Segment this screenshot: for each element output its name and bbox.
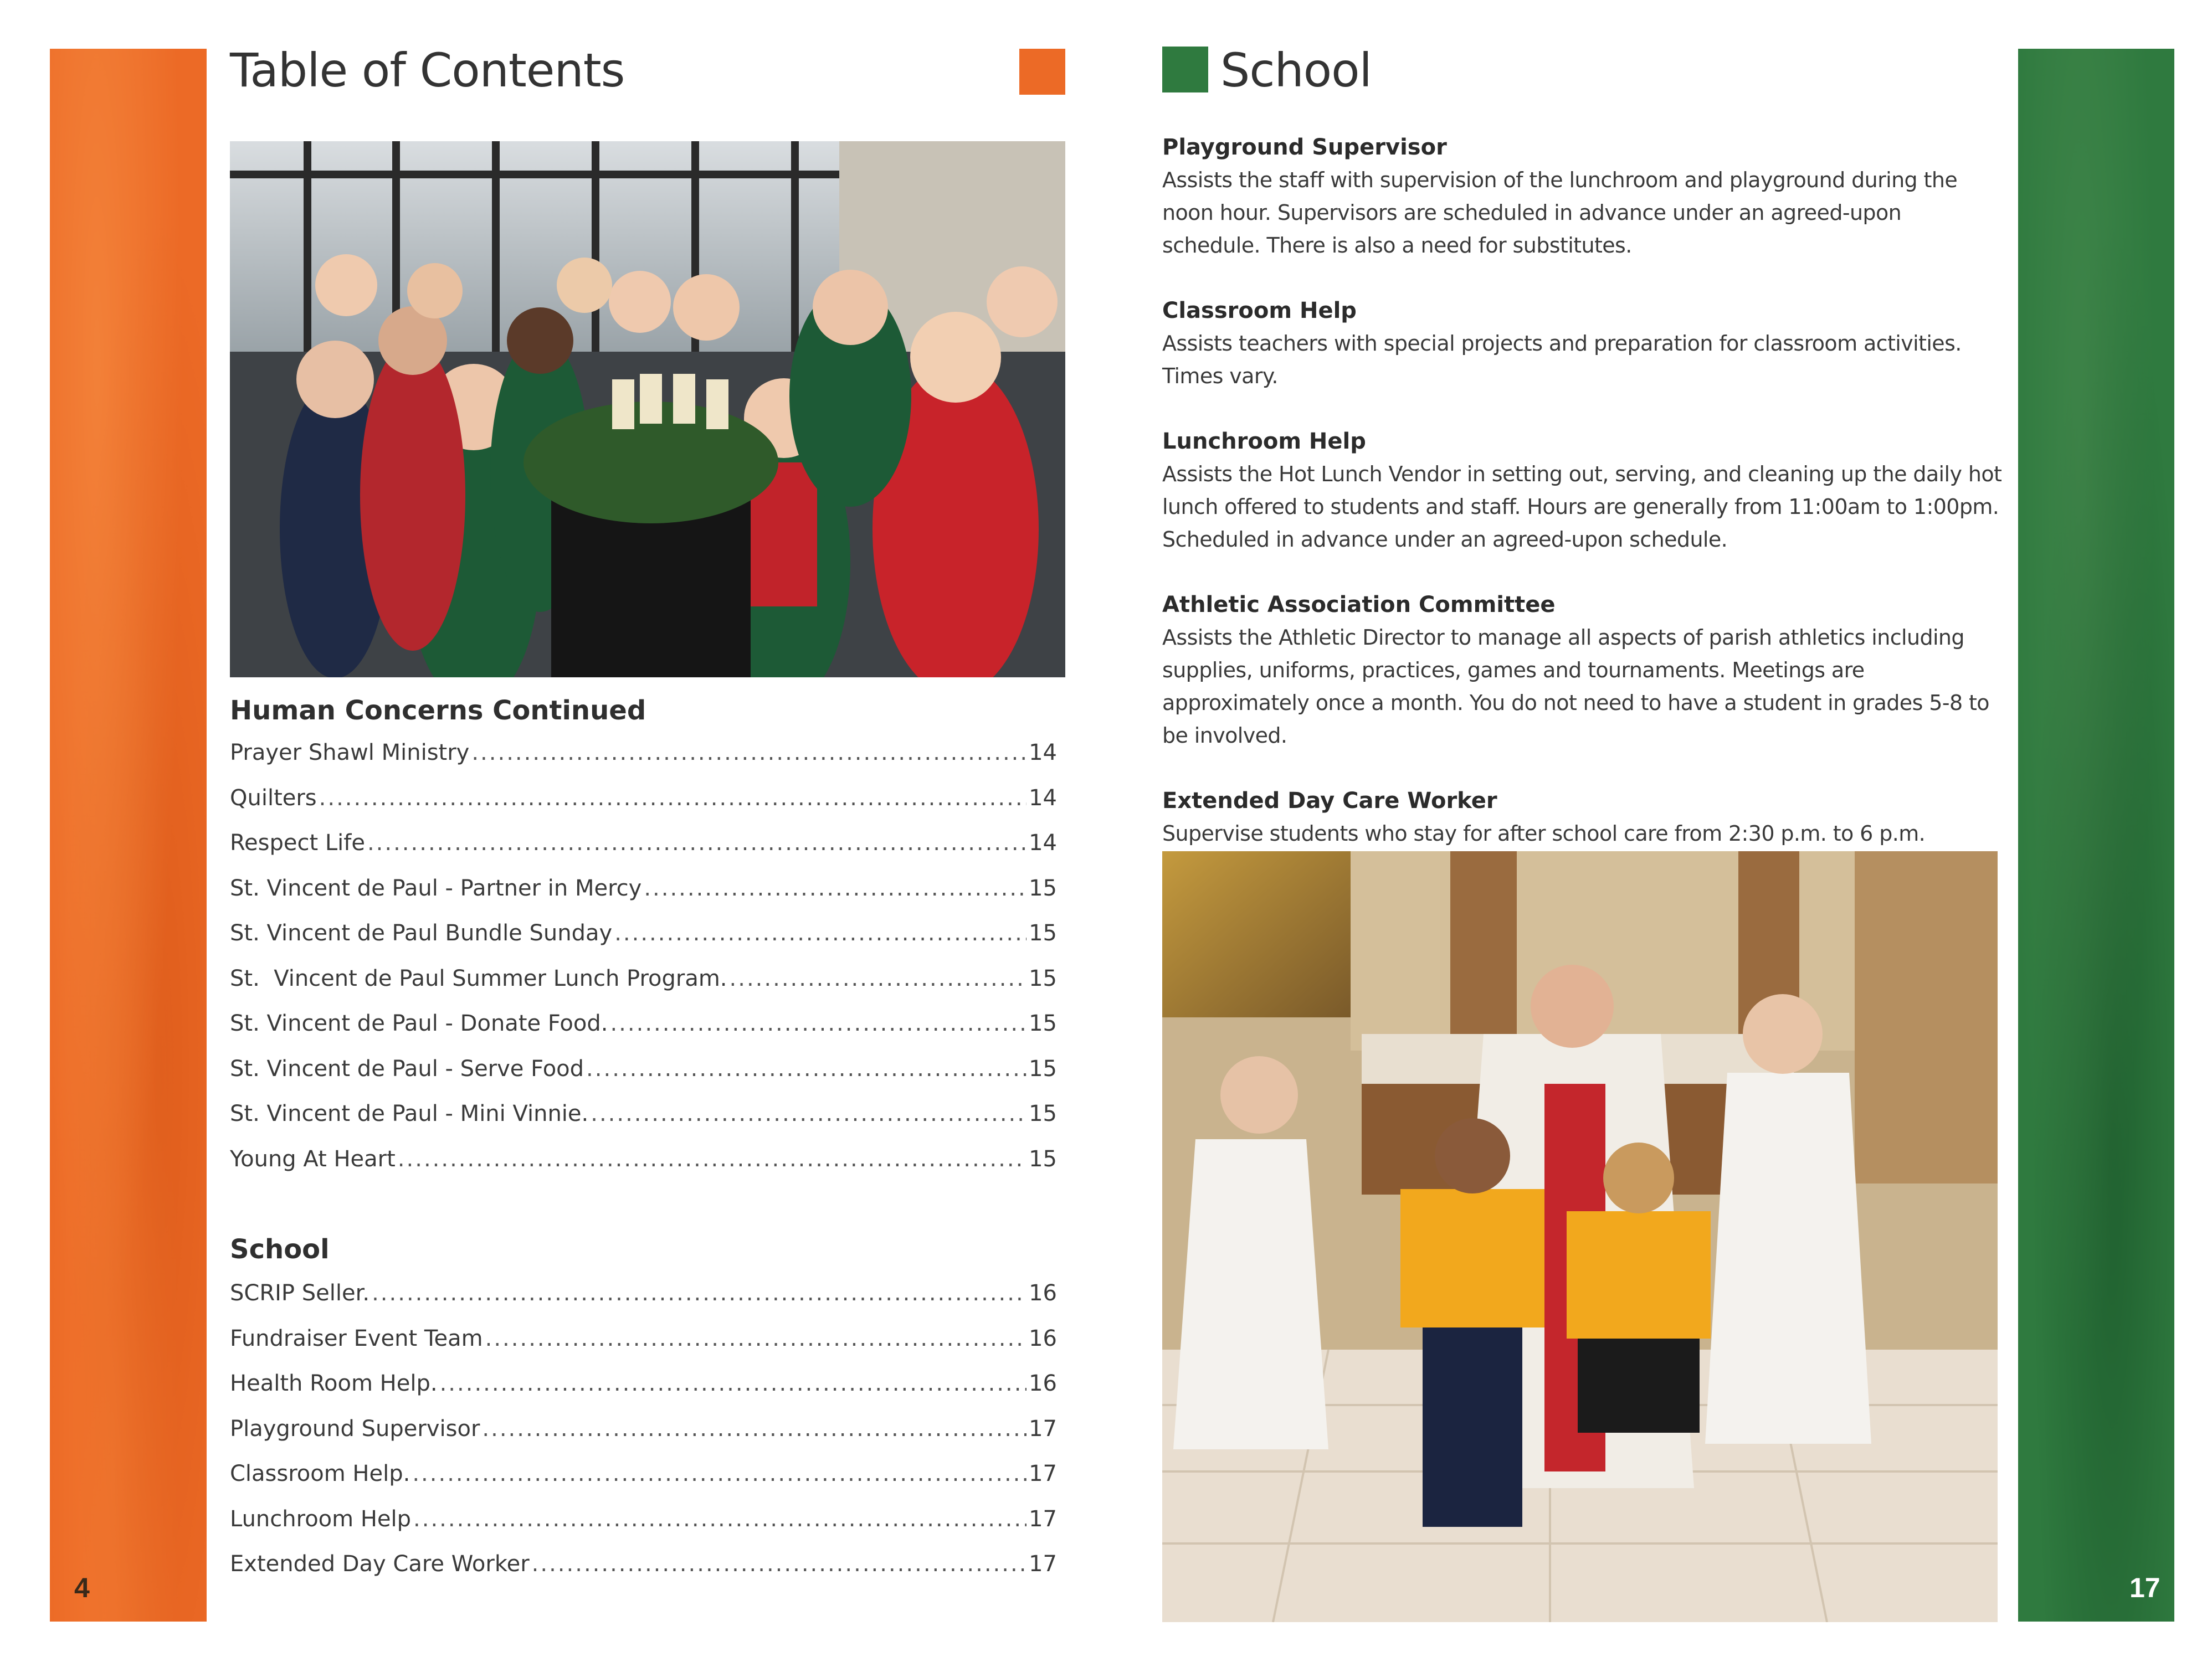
duty-item [1162,589,2004,752]
toc-entry-page: 17 [1029,1416,1057,1442]
toc-entry-page: 17 [1029,1506,1057,1532]
section-heading-human-concerns: Human Concerns Continued [230,695,646,726]
toc-entry-label: Prayer Shawl Ministry [230,740,470,765]
toc-entry-label: St. Vincent de Paul - Partner in Mercy [230,875,642,901]
toc-entry-label: St. Vincent de Paul - Donate Food. [230,1011,608,1036]
toc-entry[interactable] [230,1280,1057,1326]
duty-description: Assists the Hot Lunch Vendor in setting out, serving, and cleaning up the daily hot lunch offered to students and staff. Hours are generally from 11:00am to 1:00pm. Scheduled in advance under an agreed-upon schedule. [1162,462,2002,552]
toc-entry-page: 15 [1029,965,1057,991]
duty-description: Assists the staff with supervision of the lunchroom and playground during the noon hour. Supervisors are scheduled in advance under an agreed-upon schedule. There is also a need for substitutes. [1162,168,1958,258]
duty-title: Athletic Association Committee [1162,592,1556,618]
toc-list-human-concerns [230,740,1057,1191]
toc-entry-page: 15 [1029,920,1057,946]
toc-title: Table of Contents [230,43,625,97]
toc-entry[interactable] [230,1461,1057,1506]
toc-entry-label: Classroom Help. [230,1461,410,1486]
toc-entry-label: Health Room Help. [230,1371,438,1396]
school-duties-list [1162,131,2004,915]
toc-entry[interactable] [230,1551,1057,1597]
toc-entry[interactable] [230,920,1057,966]
toc-entry-page: 15 [1029,1011,1057,1036]
toc-entry-page: 15 [1029,875,1057,901]
toc-entry[interactable] [230,1011,1057,1056]
orange-square-marker [1019,49,1065,95]
toc-entry[interactable] [230,966,1057,1011]
toc-entry-label: Lunchroom Help [230,1506,412,1532]
toc-entry-page: 15 [1029,1146,1057,1172]
students-advent-photo [230,141,1065,677]
toc-entry-page: 16 [1029,1371,1057,1396]
toc-leader-dots [586,1056,1027,1082]
toc-leader-dots [532,1551,1027,1577]
toc-leader-dots [412,1461,1027,1486]
toc-leader-dots [614,920,1027,946]
duty-title: Playground Supervisor [1162,135,1447,160]
toc-leader-dots [485,1326,1027,1351]
toc-entry-page: 14 [1029,830,1057,856]
duty-description: Supervise students who stay for after school care from 2:30 p.m. to 6 p.m. [1162,821,1926,846]
toc-entry-page: 16 [1029,1280,1057,1306]
toc-leader-dots [367,830,1027,856]
toc-entry-label: Respect Life [230,830,365,856]
toc-leader-dots [319,785,1027,811]
toc-entry-page: 15 [1029,1056,1057,1082]
toc-entry-label: Extended Day Care Worker [230,1551,530,1577]
toc-entry-label: St. Vincent de Paul Summer Lunch Program. [230,965,727,991]
left-page-number: 4 [74,1572,90,1603]
toc-leader-dots [591,1101,1027,1126]
toc-entry[interactable] [230,876,1057,921]
toc-entry[interactable] [230,830,1057,876]
toc-entry[interactable] [230,1146,1057,1192]
toc-leader-dots [471,740,1027,765]
church-altar-photo [1162,851,1998,1622]
toc-entry-page: 14 [1029,785,1057,811]
toc-entry-label: Fundraiser Event Team [230,1325,483,1351]
school-title: School [1220,43,1372,97]
left-accent-bar [50,49,207,1622]
toc-entry[interactable] [230,1056,1057,1102]
toc-entry-page: 17 [1029,1461,1057,1486]
right-page-number: 17 [2129,1572,2160,1603]
section-heading-school: School [230,1234,330,1265]
toc-entry-page: 14 [1029,740,1057,765]
toc-entry-page: 16 [1029,1325,1057,1351]
toc-entry[interactable] [230,740,1057,785]
toc-leader-dots [398,1146,1027,1172]
toc-entry[interactable] [230,1101,1057,1146]
toc-leader-dots [440,1371,1027,1396]
green-square-marker [1162,47,1208,92]
toc-entry-label: Playground Supervisor [230,1416,480,1442]
right-accent-bar [2018,49,2174,1622]
toc-entry[interactable] [230,1416,1057,1462]
toc-list-school [230,1280,1057,1597]
duty-description: Assists teachers with special projects and preparation for classroom activities. Times vary. [1162,331,1962,388]
toc-entry-label: St. Vincent de Paul - Mini Vinnie. [230,1101,589,1126]
duty-item [1162,425,2004,556]
toc-leader-dots [730,966,1027,991]
toc-leader-dots [482,1416,1027,1442]
toc-entry-page: 15 [1029,1101,1057,1126]
toc-leader-dots [610,1011,1027,1036]
toc-entry[interactable] [230,1371,1057,1416]
duty-item [1162,131,2004,262]
toc-entry[interactable] [230,785,1057,831]
toc-entry[interactable] [230,1506,1057,1552]
toc-entry-label: St. Vincent de Paul Bundle Sunday [230,920,613,946]
toc-leader-dots [644,876,1027,901]
duty-item [1162,295,2004,393]
toc-entry-label: St. Vincent de Paul - Serve Food [230,1056,584,1082]
duty-title: Lunchroom Help [1162,429,1366,454]
toc-entry-page: 17 [1029,1551,1057,1577]
duty-title: Classroom Help [1162,298,1357,323]
toc-entry[interactable] [230,1326,1057,1371]
toc-entry-label: Quilters [230,785,317,811]
duty-title: Extended Day Care Worker [1162,788,1497,814]
toc-entry-label: SCRIP Seller. [230,1280,370,1306]
toc-entry-label: Young At Heart [230,1146,396,1172]
toc-leader-dots [413,1506,1027,1532]
toc-leader-dots [372,1280,1027,1306]
duty-description: Assists the Athletic Director to manage all aspects of parish athletics including supplies, uniforms, practices, games and tournaments. Meetings are approximately once a month. You do not need to have a student in grades 5-8 to be involved. [1162,625,1989,748]
